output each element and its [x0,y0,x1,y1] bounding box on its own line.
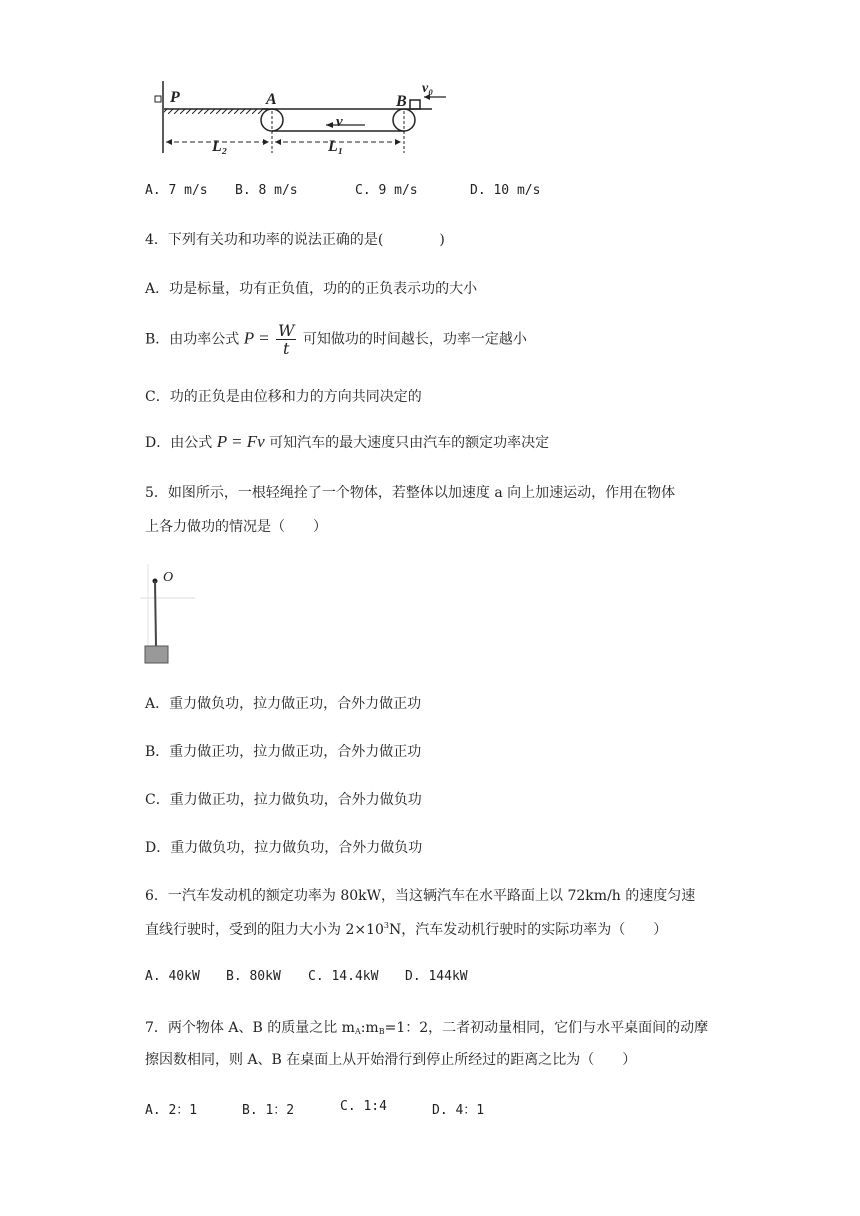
q6-option-d: D. 144kW [405,969,468,984]
q4-formula-numerator: W [278,321,295,340]
q7-subscript-b: B [378,1027,385,1036]
q4-formula-d: P = Fv [216,432,265,451]
q6-stem-line2 [145,919,667,939]
label-o: O [163,570,174,585]
hanging-block [145,646,168,663]
q7-stem-line1-pre: 7．两个物体 A、B 的质量之比 m [145,1020,355,1036]
q4-formula-fraction [276,322,296,357]
label-l1: L₁ [328,138,344,155]
q7-option-a: A. 2：1 [145,1103,198,1118]
rope [155,581,156,646]
q5-option-a: A．重力做负功，拉力做正功，合外力做正功 [145,696,422,712]
q6-option-b: B. 80kW [226,969,281,984]
q6-exponent: 3 [383,921,389,930]
q4-option-b-pre: B．由功率公式 [145,331,240,348]
block-b [410,100,420,109]
q6-option-a: A. 40kW [145,969,200,984]
q3-option-a: A. 7 m/s [145,183,208,198]
q6-stem-line1: 6．一汽车发动机的额定功率为 80kW，当这辆汽车在水平路面上以 72km/h 的速度匀速 [145,888,696,904]
q5-option-d: D．重力做负功，拉力做负功，合外力做负功 [145,840,423,856]
q6-option-c: C. 14.4kW [308,969,379,984]
q4-formula-lhs: P = [243,328,270,348]
pendulum-diagram [140,564,210,668]
q7-stem-line1-mid: :m [360,1020,379,1036]
label-v0: v₀ [422,81,434,96]
label-a: A [266,91,277,108]
q7-stem-line1-post: =1：2，二者初动量相同，它们与水平桌面间的动摩 [384,1020,709,1036]
q4-option-d-post: 可知汽车的最大速度只由汽车的额定功率决定 [269,435,550,451]
q3-option-c: C. 9 m/s [355,183,418,198]
l2-arrowhead-right [263,139,269,145]
l1-arrowhead-right [395,139,401,145]
label-v: v [336,114,343,130]
q5-stem-line2: 上各力做功的情况是（ ） [145,519,327,535]
label-b: B [396,93,407,110]
label-p: P [170,89,180,106]
q6-stem-line2-post: N，汽车发动机行驶时的实际功率为（ ） [389,922,668,938]
q4-option-d-pre: D．由公式 [145,435,213,451]
q7-subscript-a: A [354,1027,361,1036]
p-block [155,96,161,102]
q4-option-b-post: 可知做功的时间越长，功率一定越小 [302,331,527,348]
q7-option-b: B. 1：2 [242,1103,295,1118]
l1-arrowhead-left [275,139,281,145]
q4-formula-denominator: t [283,339,290,358]
conveyor-diagram [150,78,450,158]
q4-option-c: C．功的正负是由位移和力的方向共同决定的 [145,389,422,405]
q4-option-d [145,432,549,452]
q4-stem: 4．下列有关功和功率的说法正确的是( ) [145,232,445,248]
label-l2: L₂ [212,138,228,155]
q5-option-c: C．重力做正功，拉力做负功，合外力做负功 [145,792,422,808]
q4-option-a: A．功是标量，功有正负值，功的的正负表示功的大小 [145,281,478,297]
q7-option-d: D. 4：1 [432,1103,485,1118]
l2-arrowhead-left [166,139,172,145]
q7-stem-line2: 擦因数相同，则 A、B 在桌面上从开始滑行到停止所经过的距离之比为（ ） [145,1052,637,1068]
q3-option-d: D. 10 m/s [470,183,541,198]
q6-stem-line2-pre: 直线行驶时，受到的阻力大小为 2×10 [145,922,384,938]
q4-option-b [145,322,527,357]
q5-stem-line1: 5．如图所示，一根轻绳拴了一个物体，若整体以加速度 a 向上加速运动，作用在物体 [145,485,676,501]
q3-option-b: B. 8 m/s [235,183,298,198]
q7-option-c: C. 1:4 [340,1099,387,1114]
v-arrowhead [326,122,333,128]
q7-stem-line1 [145,1017,708,1037]
q5-option-b: B．重力做正功，拉力做正功，合外力做正功 [145,744,422,760]
